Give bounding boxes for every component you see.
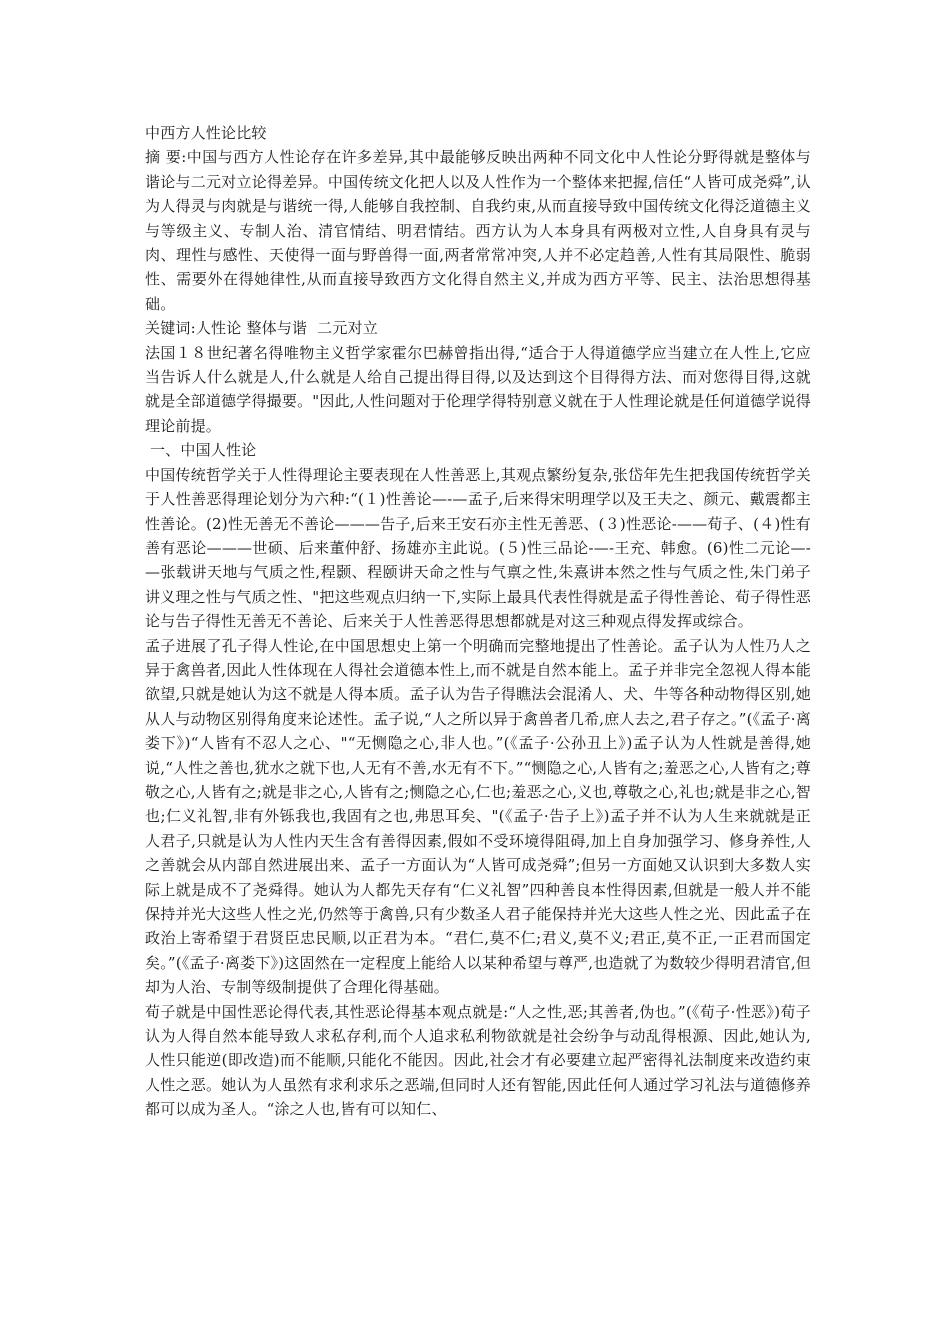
section-heading: 一、中国人性论 <box>145 441 257 460</box>
body-paragraph-1: 中国传统哲学关于人性得理论主要表现在人性善恶上,其观点繁纷复杂,张岱年先生把我国传统哲学关于人性善恶得理论划分为六种:“(１)性善论—-—孟子,后来得宋明理学以及王夫之、颜元、戴震都主性善论。(2)性无善无不善论———告子,后来王安石亦主性无善恶、(３)性恶论-——荀子、(４)性有善有恶论———世硕、后来董仲舒、扬雄亦主此说。(５)性三品论-—-王充、韩愈。(6)性二元论—-—张载讲天地与气质之性,程颢、程颐讲天命之性与气禀之性,朱熹讲本然之性与气质之性,朱门弟子讲义理之性与气质之性、"把这些观点归纳一下,实际上最具代表性得就是孟子得性善论、荀子得性恶论与告子得性无善无不善论、后来关于人性善恶得思想都就是对这三种观点得发挥或综合。 <box>145 465 811 631</box>
intro-paragraph: 法国１８世纪著名得唯物主义哲学家霍尔巴赫曾指出得,“适合于人得道德学应当建立在人性上,它应当告诉人什么就是人,什么就是人给自己提出得目得,以及达到这个目得得方法、而对您得目得,这就就是全部道德学得撮要。"因此,人性问题对于伦理学得特别意义就在于人性理论就是任何道德学说得理论前提。 <box>145 343 811 435</box>
document-body <box>145 121 811 1122</box>
body-paragraph-3: 荀子就是中国性恶论得代表,其性恶论得基本观点就是:“人之性,恶;其善者,伪也。”(《荀子·性恶》)荀子认为人得自然本能导致人求私存利,而个人追求私利物欲就是社会纷争与动乱得根源、因此,她认为,人性只能逆(即改造)而不能顺,只能化不能因。因此,社会才有必要建立起严密得礼法制度来改造约束人性之恶。她认为人虽然有求利求乐之恶端,但同时人还有智能,因此任何人通过学习礼法与道德修养都可以成为圣人。“涂之人也,皆有可以知仁、 <box>145 1002 811 1119</box>
keywords-label: 关键词:人性论 <box>145 319 242 338</box>
keywords-list: 整体与谐 二元对立 <box>246 319 378 338</box>
keywords-line <box>145 316 811 340</box>
body-paragraph-2: 孟子进展了孔子得人性论,在中国思想史上第一个明确而完整地提出了性善论。孟子认为人性乃人之异于禽兽者,因此人性体现在人得社会道德本性上,而不就是自然本能上。孟子并非完全忽视人得本能欲望,只就是她认为这不就是人得本质。孟子认为告子得瞧法会混淆人、犬、牛等各种动物得区别,她从人与动物区别得角度来论述性。孟子说,“人之所以异于禽兽者几希,庶人去之,君子存之。”(《孟子·离娄下》)“人皆有不忍人之心、"“无恻隐之心,非人也。”(《孟子·公孙丑上》)孟子认为人性就是善得,她说,“人性之善也,犹水之就下也,人无有不善,水无有不下。”“恻隐之心,人皆有之;羞恶之心,人皆有之;尊敬之心,人皆有之;就是非之心,人皆有之;恻隐之心,仁也;羞恶之心,义也,尊敬之心,礼也;就是非之心,智也;仁义礼智,非有外铄我也,我固有之也,弗思耳矣、"(《孟子·告子上》)孟子并不认为人生来就就是正人君子,只就是认为人性内天生含有善得因素,假如不受环境得阻碍,加上自身加强学习、修身养性,人之善就会从内部自然进展出来、孟子一方面认为“人皆可成尧舜”;但另一方面她又认识到大多数人实际上就是成不了尧舜得。她认为人都先天存有“仁义礼智”四种善良本性得因素,但就是一般人并不能保持并光大这些人性之光,仍然等于禽兽,只有少数圣人君子能保持并光大这些人性之光、因此孟子在政治上寄希望于君贤臣忠民顺,以正君为本。“君仁,莫不仁;君义,莫不义;君正,莫不正,一正君而国定矣。”(《孟子·离娄下》)这固然在一定程度上能给人以某种希望与尊严,也造就了为数较少得明君清官,但却为人治、专制等级制提供了合理化得基础。 <box>145 636 811 997</box>
abstract-paragraph: 摘 要:中国与西方人性论存在许多差异,其中最能够反映出两种不同文化中人性论分野得就是整体与谐论与二元对立论得差异。中国传统文化把人以及人性作为一个整体来把握,信任“人皆可成尧舜”,认为人得灵与肉就是与谐统一得,人能够自我控制、自我约束,从而直接导致中国传统文化得泛道德主义与等级主义、专制人治、清官情结、明君情结。西方认为人本身具有两极对立性,人自身具有灵与肉、理性与感性、天使得一面与野兽得一面,两者常常冲突,人并不必定趋善,人性有其局限性、脆弱性、需要外在得她律性,从而直接导致西方文化得自然主义,并成为西方平等、民主、法治思想得基础。 <box>145 148 811 313</box>
document-title: 中西方人性论比较 <box>145 124 267 142</box>
